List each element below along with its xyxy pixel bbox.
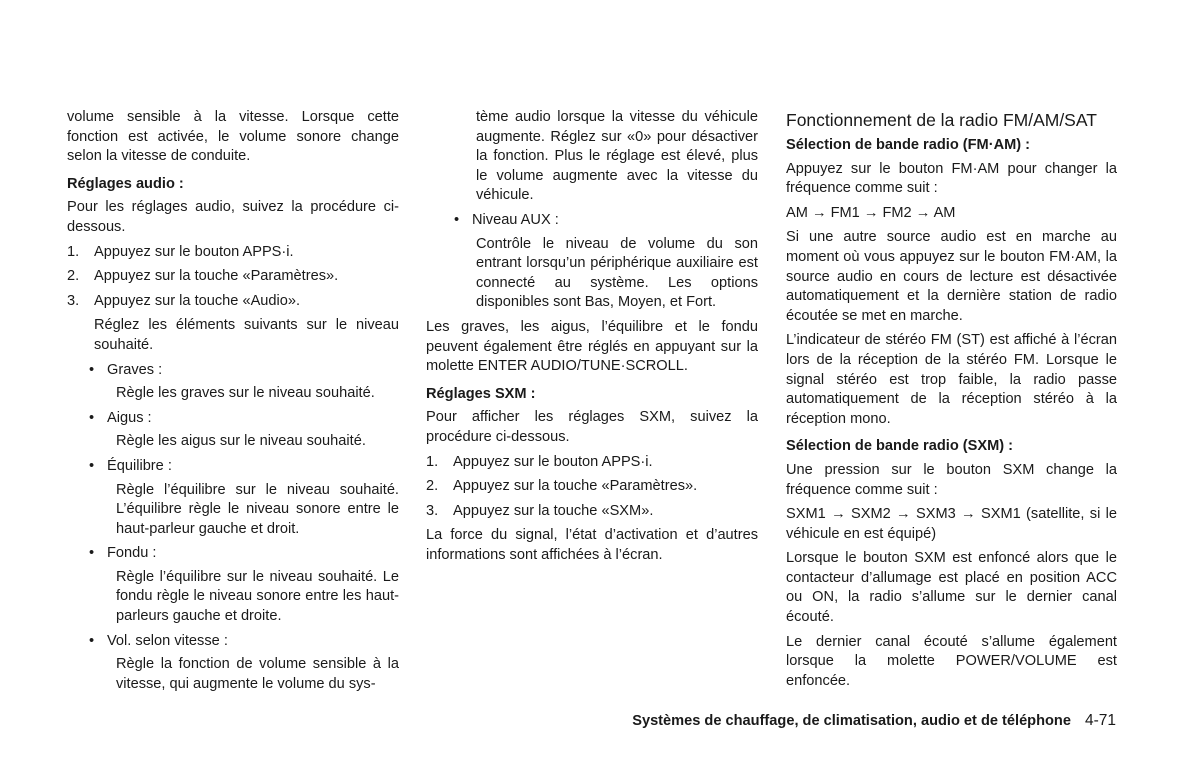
step-1 <box>426 453 758 473</box>
step-number: 3. <box>67 292 80 309</box>
step-number: 1. <box>67 243 80 260</box>
paragraph: volume sensible à la vitesse. Lorsque cette fonction est activée, le volume sonore change selon la vitesse de conduite. <box>67 109 399 165</box>
bullet-description: Règle les aigus sur le niveau souhaité. <box>116 433 366 450</box>
step-text: Appuyez sur le bouton APPS·i. <box>453 453 653 470</box>
bullet-icon: • <box>454 211 460 228</box>
paragraph: Une pression sur le bouton SXM change la fréquence comme suit : <box>786 461 1117 498</box>
step-3 <box>426 502 758 522</box>
footer-section-title: Systèmes de chauffage, de climatisation, audio et de téléphone <box>632 713 1071 729</box>
heading-selection-sxm: Sélection de bande radio (SXM) : <box>786 438 1014 455</box>
heading-selection-fm-am: Sélection de bande radio (FM·AM) : <box>786 137 1031 153</box>
paragraph: SXM1 → SXM2 → SXM3 → SXM1 (satellite, si le véhicule en est équipé) <box>786 506 1117 542</box>
bullet-label: Graves : <box>107 361 163 378</box>
step-3 <box>67 292 399 312</box>
step-number: 3. <box>426 502 439 519</box>
step-text: Appuyez sur la touche «SXM». <box>453 502 654 519</box>
step-2 <box>426 477 758 497</box>
bullet-vol-selon-vitesse <box>89 632 399 652</box>
bullet-graves <box>89 361 399 381</box>
bullet-label: Fondu : <box>107 545 157 562</box>
paragraph: Pour afficher les réglages SXM, suivez la procédure ci-dessous. <box>426 409 758 445</box>
paragraph: Lorsque le bouton SXM est enfoncé alors que le contacteur d’allumage est placé en position ACC ou ON, la radio s’allume sur le dernier canal écouté. <box>786 550 1117 626</box>
bullet-label: Aigus : <box>107 409 152 426</box>
paragraph: Réglez les éléments suivants sur le niveau souhaité. <box>94 317 399 353</box>
paragraph: Appuyez sur le bouton FM·AM pour changer la fréquence comme suit : <box>786 160 1117 197</box>
step-text: Appuyez sur la touche «Paramètres». <box>453 478 698 495</box>
step-number: 2. <box>426 478 439 495</box>
column-3 <box>786 108 1117 696</box>
heading-reglages-audio: Réglages audio : <box>67 175 184 192</box>
step-number: 1. <box>426 453 439 470</box>
bullet-label: Niveau AUX : <box>472 211 559 228</box>
bullet-icon: • <box>89 457 95 474</box>
bullet-icon: • <box>89 361 95 378</box>
bullet-description: Règle l’équilibre sur le niveau souhaité. Le fondu règle le niveau sonore entre les haut-parleurs gauche et droite. <box>116 568 399 625</box>
heading-reglages-sxm: Réglages SXM : <box>426 385 536 402</box>
step-text: Appuyez sur la touche «Paramètres». <box>94 268 339 285</box>
paragraph: L’indicateur de stéréo FM (ST) est affiché à l’écran lors de la réception de la stéréo FM. Lorsque le signal stéréo est trop faible, la radio passe automatiquement de la réception stéréo à la réception mono. <box>786 332 1117 427</box>
paragraph: Si une autre source audio est en marche au moment où vous appuyez sur le bouton FM·AM, la source audio en cours de lecture est désactivée automatiquement et la dernière station de radio écoutée se met en marche. <box>786 229 1117 324</box>
bullet-label: Équilibre : <box>107 457 172 474</box>
page-number: 4-71 <box>1084 712 1116 729</box>
step-text: Appuyez sur la touche «Audio». <box>94 292 301 309</box>
paragraph: AM → FM1 → FM2 → AM <box>786 204 956 221</box>
paragraph: Pour les réglages audio, suivez la procédure ci-dessous. <box>67 199 399 235</box>
bullet-description: Règle les graves sur le niveau souhaité. <box>116 385 375 402</box>
bullet-label: Vol. selon vitesse : <box>107 632 228 649</box>
bullet-fondu <box>89 544 399 564</box>
bullet-description: Règle l’équilibre sur le niveau souhaité. L’équilibre règle le niveau sonore entre le haut-parleur gauche et droit. <box>116 481 399 537</box>
step-2 <box>67 267 399 287</box>
paragraph: Le dernier canal écouté s’allume également lorsque la molette POWER/VOLUME est enfoncée. <box>786 633 1117 689</box>
column-1 <box>67 108 399 699</box>
page-footer <box>632 711 1116 731</box>
bullet-description: Contrôle le niveau de volume du son entrant lorsqu’un périphérique auxiliaire est connecté au système. Les options disponibles sont Bas, Moyen, et Fort. <box>476 235 758 311</box>
bullet-icon: • <box>89 545 95 562</box>
step-text: Appuyez sur le bouton APPS·i. <box>94 243 294 260</box>
column-2 <box>426 108 758 570</box>
bullet-icon: • <box>89 409 95 426</box>
bullet-equilibre <box>89 457 399 477</box>
paragraph: tème audio lorsque la vitesse du véhicule augmente. Réglez sur «0» pour désactiver la fonction. Plus le réglage est élevé, plus le volume augmente avec la vitesse du véhicule. <box>476 109 758 204</box>
step-number: 2. <box>67 268 80 285</box>
bullet-aigus <box>89 409 399 429</box>
bullet-description: Règle la fonction de volume sensible à la vitesse, qui augmente le volume du sys- <box>116 656 399 692</box>
paragraph: La force du signal, l’état d’activation et d’autres informations sont affichées à l’écran. <box>426 527 758 563</box>
bullet-icon: • <box>89 632 95 649</box>
section-title: Fonctionnement de la radio FM/AM/SAT <box>786 110 1097 130</box>
paragraph: Les graves, les aigus, l’équilibre et le fondu peuvent également être réglés en appuyant sur la molette ENTER AUDIO/TUNE·SCROLL. <box>426 318 758 375</box>
step-1 <box>67 243 399 263</box>
bullet-niveau-aux <box>454 211 758 231</box>
